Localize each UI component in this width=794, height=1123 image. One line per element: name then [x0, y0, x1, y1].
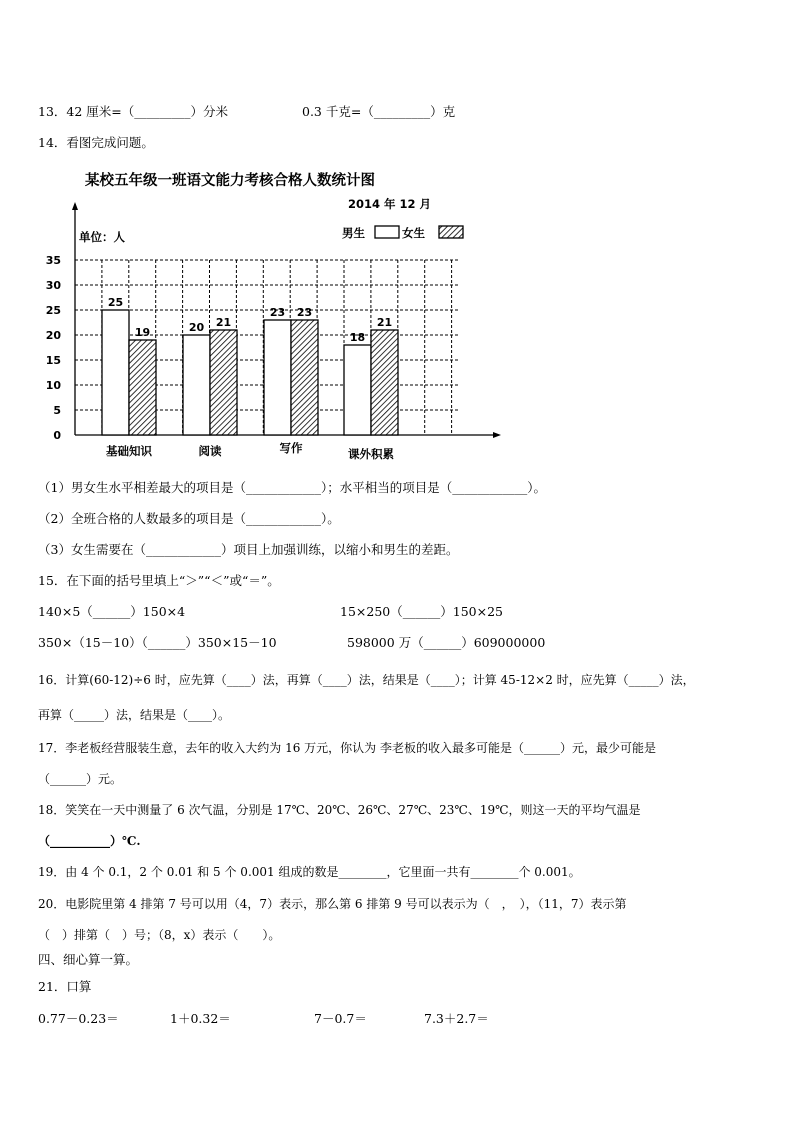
y-tick-label: 10	[45, 379, 61, 392]
x-category-labels	[106, 441, 394, 461]
q21-item-4: 7.3＋2.7＝	[424, 1011, 489, 1026]
q15-r2b: 598000 万（______）609000000	[347, 635, 546, 650]
chart-legend	[342, 226, 463, 240]
legend-swatch-boys	[375, 226, 399, 238]
q19-line1: 19．由 4 个 0.1，2 个 0.01 和 5 个 0.001 组成的数是________，它里面一共有________个 0.001。	[38, 865, 581, 879]
data-label: 25	[107, 296, 124, 309]
q18-line2: （__________）℃.	[38, 834, 141, 848]
q13-a: 13．42 厘米=（_________）分米	[38, 104, 229, 119]
q14-s1: （1）男女生水平相差最大的项目是（____________）；水平相当的项目是（____________）。	[38, 480, 546, 495]
q15-r2a: 350×（15－10）（______）350×15－10	[38, 635, 277, 650]
y-tick-label: 5	[53, 404, 61, 417]
section-4-title: 四、细心算一算。	[38, 952, 139, 967]
chart-title: 某校五年级一班语文能力考核合格人数统计图	[85, 173, 375, 189]
y-axis-arrow	[72, 202, 78, 210]
q15-r1b: 15×250（______）150×25	[340, 604, 503, 619]
x-category-label: 课外积累	[348, 447, 394, 461]
y-tick-label: 25	[45, 304, 61, 317]
bar-girls	[291, 320, 318, 435]
bar-girls	[371, 330, 398, 435]
unit-label: 单位：人	[79, 230, 125, 244]
q15-intro: 15．在下面的括号里填上“＞”“＜”或“＝”。	[38, 573, 280, 588]
bar-boys	[344, 345, 371, 435]
x-category-label: 阅读	[198, 444, 222, 458]
q21-item-2: 1＋0.32＝	[170, 1011, 231, 1026]
data-label: 19	[134, 326, 151, 339]
x-category-label: 写作	[279, 441, 303, 455]
data-label: 18	[349, 331, 366, 344]
q14-intro: 14．看图完成问题。	[38, 135, 154, 150]
y-tick-labels	[46, 254, 62, 442]
y-tick-label: 15	[45, 354, 61, 367]
q21-item-1: 0.77－0.23＝	[38, 1011, 119, 1026]
q16-line1: 16．计算(60-12)÷6 时，应先算（____）法，再算（____）法，结果是（____）；计算 45-12×2 时，应先算（_____）法，	[38, 673, 695, 687]
legend-label-girls: 女生	[402, 226, 425, 240]
chart-data-labels	[108, 296, 392, 344]
data-label: 20	[188, 321, 205, 334]
bar-boys	[264, 320, 291, 435]
legend-label-boys: 男生	[342, 226, 365, 240]
bar-girls	[129, 340, 156, 435]
q17-line2: （______）元。	[38, 772, 123, 786]
bar-girls	[210, 330, 237, 435]
q18-line1: 18．笑笑在一天中测量了 6 次气温，分别是 17℃、20℃、26℃、27℃、23℃、19℃，则这一天的平均气温是	[38, 803, 641, 817]
data-label: 23	[269, 306, 286, 319]
chart-subtitle: 2014 年 12 月	[348, 197, 432, 211]
y-tick-label: 20	[45, 329, 61, 342]
q21-intro: 21．口算	[38, 979, 92, 994]
bar-boys	[183, 335, 210, 435]
q15-r1a: 140×5（______）150×4	[38, 604, 186, 619]
bar-boys	[102, 310, 129, 435]
q16-line2: 再算（_____）法，结果是（____）。	[38, 708, 231, 722]
y-tick-label: 30	[45, 279, 61, 292]
legend-swatch-girls	[439, 226, 463, 238]
y-tick-label: 35	[45, 254, 61, 267]
data-label: 23	[296, 306, 313, 319]
q21-item-3: 7－0.7＝	[314, 1011, 367, 1026]
x-axis-arrow	[493, 432, 501, 438]
data-label: 21	[376, 316, 393, 329]
bar-chart	[30, 168, 510, 468]
x-category-label: 基础知识	[106, 444, 152, 458]
q17-line1: 17．李老板经营服装生意，去年的收入大约为 16 万元，你认为 李老板的收入最多可能是（______）元，最少可能是	[38, 741, 656, 755]
q14-s3: （3）女生需要在（____________）项目上加强训练，以缩小和男生的差距。	[38, 542, 459, 557]
q20-line2: （ ）排第（ ）号；（8，x）表示（ ）。	[38, 928, 281, 942]
y-tick-label: 0	[53, 429, 61, 442]
data-label: 21	[215, 316, 232, 329]
q13-b: 0.3 千克=（_________）克	[302, 104, 456, 119]
q20-line1: 20．电影院里第 4 排第 7 号可以用（4，7）表示，那么第 6 排第 9 号可以表示为（ ， ），（11，7）表示第	[38, 897, 627, 911]
q14-s2: （2）全班合格的人数最多的项目是（____________）。	[38, 511, 340, 526]
